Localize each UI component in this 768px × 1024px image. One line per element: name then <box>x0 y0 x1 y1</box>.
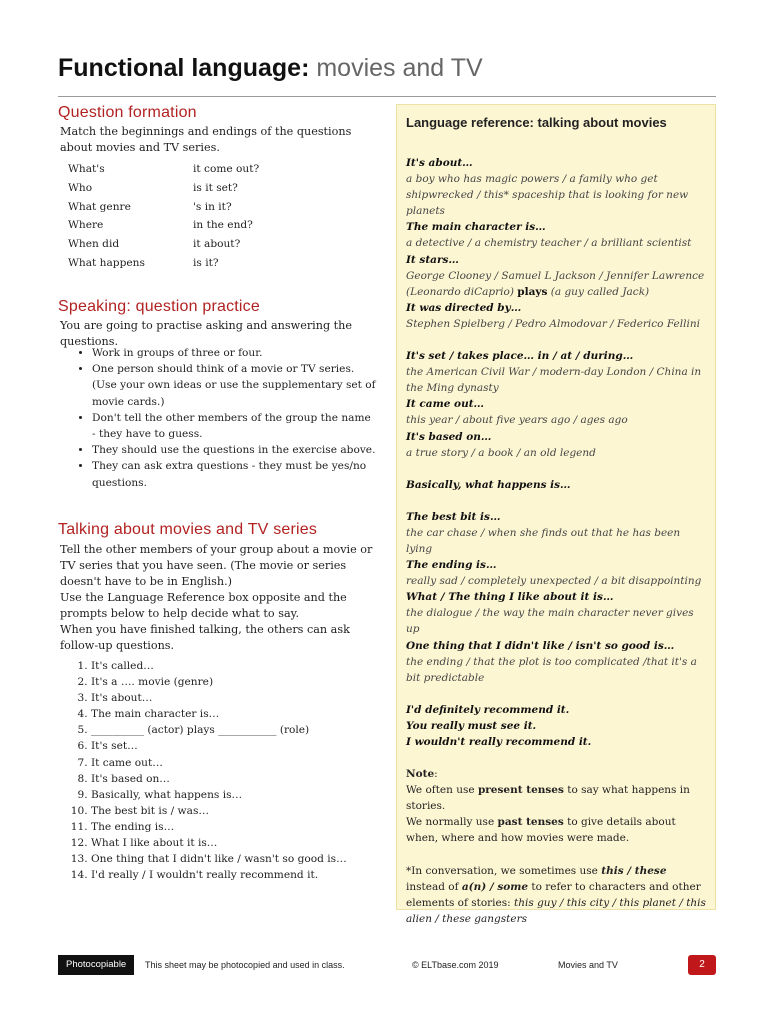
note-keyword: past tenses <box>497 816 564 829</box>
reference-phrase: What / The thing I like about it is… <box>406 591 614 604</box>
reference-phrase: It's about… <box>406 157 473 169</box>
question-ending: is it set? <box>193 181 238 194</box>
note-examples: this guy / this city / this planet / this alien / these gangsters <box>406 896 706 925</box>
reference-phrase: The main character is… <box>406 221 546 234</box>
reference-examples <box>406 268 706 300</box>
question-ending: it about? <box>193 238 241 251</box>
note-text: instead of <box>406 880 459 893</box>
list-item: 6. It's set… <box>91 738 380 754</box>
reference-phrase: It stars… <box>406 253 459 266</box>
list-item: 7. It came out… <box>91 755 380 771</box>
talking-paragraph: Use the Language Reference box opposite and the prompts below to help decide what to say. <box>60 591 347 620</box>
note-text: to say what happens in stories. <box>406 784 690 813</box>
note-paragraph <box>406 863 706 927</box>
recommend-phrase: You really must see it. <box>406 719 537 732</box>
language-reference-title: Language reference: talking about movies <box>406 115 667 130</box>
note-text: We often use <box>406 784 475 797</box>
list-item: • They can ask extra questions - they must be yes/no questions. <box>92 458 376 490</box>
reference-examples: a boy who has magic powers / a family who get shipwrecked / this* spaceship that is looking for new planets <box>406 173 689 218</box>
match-row <box>68 216 368 235</box>
page-title-main: Functional language: <box>58 54 310 82</box>
question-ending: is it? <box>193 256 219 269</box>
photocopy-note: This sheet may be photocopied and used in class. <box>145 960 345 970</box>
note-keyword: present tenses <box>477 784 564 797</box>
note-paragraph <box>406 782 706 814</box>
question-beginning: What's <box>68 163 105 175</box>
matching-exercise <box>68 160 368 273</box>
question-beginning: Who <box>68 181 93 194</box>
copyright: © ELTbase.com 2019 <box>412 960 499 970</box>
list-item: • Don't tell the other members of the group the name - they have to guess. <box>92 410 376 442</box>
photocopiable-badge: Photocopiable <box>58 955 134 975</box>
reference-examples: a true story / a book / an old legend <box>406 446 596 459</box>
language-reference-box <box>396 104 716 925</box>
note-text: to give details about when, where and how movies were made. <box>406 816 676 845</box>
page-title <box>58 54 483 83</box>
speaking-instructions <box>58 345 376 491</box>
list-item: 2. It's a …. movie (genre) <box>91 674 380 690</box>
page-number: 2 <box>688 955 716 975</box>
list-item: 1. It's called… <box>91 658 380 674</box>
speaking-intro: You are going to practise asking and answering the questions. <box>60 319 352 348</box>
recommend-phrase: I wouldn't really recommend it. <box>406 736 592 748</box>
stars-role: (a guy called Jack) <box>550 285 650 298</box>
list-item: 8. It's based on… <box>91 771 380 787</box>
reference-phrase: Basically, what happens is… <box>406 478 571 491</box>
spacer <box>406 493 706 509</box>
speaking-heading: Speaking: question practice <box>58 298 260 315</box>
match-row <box>68 198 368 217</box>
list-item: 5. __________ (actor) plays ___________ (role) <box>91 722 380 738</box>
match-row <box>68 235 368 254</box>
language-reference-body <box>406 155 706 927</box>
question-ending: 's in it? <box>193 200 232 213</box>
talking-paragraph: When you have finished talking, the others can ask follow-up questions. <box>60 623 350 652</box>
spacer <box>406 461 706 477</box>
footer-topic: Movies and TV <box>558 960 618 970</box>
question-beginning: What happens <box>68 256 145 269</box>
footer <box>58 955 716 975</box>
match-row <box>68 254 368 273</box>
note-paragraph <box>406 814 706 846</box>
list-item: 3. It's about… <box>91 690 380 706</box>
stars-examples: George Clooney / Samuel L Jackson / Jennifer Lawrence (Leonardo diCaprio) <box>406 269 705 298</box>
talking-prompts <box>58 658 380 883</box>
list-item: • Work in groups of three or four. <box>92 345 376 361</box>
list-item: 13. One thing that I didn't like / wasn't so good is… <box>91 851 380 867</box>
reference-examples: this year / about five years ago / ages ago <box>406 414 628 427</box>
note-label: Note: <box>406 768 438 781</box>
match-row <box>68 160 368 179</box>
question-beginning: When did <box>68 238 120 251</box>
talking-paragraph: Tell the other members of your group about a movie or TV series that you have seen. (The movie or series doesn't have to be in English.) <box>60 543 373 588</box>
note-text: *In conversation, we sometimes use <box>406 864 598 877</box>
reference-examples: really sad / completely unexpected / a bit disappointing <box>406 575 702 588</box>
reference-examples: the car chase / when she finds out that he has been lying <box>406 526 681 555</box>
list-item: 12. What I like about it is… <box>91 835 380 851</box>
reference-examples: the ending / that the plot is too complicated /that it's a bit predictable <box>406 655 697 684</box>
plays-keyword: plays <box>517 285 548 298</box>
reference-phrase: It's based on… <box>406 430 492 443</box>
talking-instructions <box>60 542 380 654</box>
question-ending: it come out? <box>193 163 260 175</box>
reference-phrase: It was directed by… <box>406 301 522 314</box>
recommend-phrase: I'd definitely recommend it. <box>406 703 570 716</box>
question-formation-heading: Question formation <box>58 104 197 121</box>
reference-phrase: The ending is… <box>406 559 497 572</box>
list-item: • One person should think of a movie or TV series. (Use your own ideas or use the supplementary set of movie cards.) <box>92 361 376 410</box>
question-beginning: What genre <box>68 200 131 213</box>
list-item: 10. The best bit is / was… <box>91 803 380 819</box>
note-keyword: this / these <box>601 864 667 877</box>
spacer <box>406 332 706 348</box>
reference-phrase: One thing that I didn't like / isn't so good is… <box>406 639 675 652</box>
list-item: 11. The ending is… <box>91 819 380 835</box>
note-label-text: Note <box>406 768 435 781</box>
note-text: We normally use <box>406 816 495 829</box>
reference-phrase: It's set / takes place… in / at / during… <box>406 350 634 363</box>
note-keyword: a(n) / some <box>461 880 529 893</box>
list-item: • They should use the questions in the exercise above. <box>92 442 376 458</box>
title-divider <box>58 96 716 97</box>
reference-examples: Stephen Spielberg / Pedro Almodovar / Federico Fellini <box>406 317 700 330</box>
list-item: 9. Basically, what happens is… <box>91 787 380 803</box>
list-item: 4. The main character is… <box>91 706 380 722</box>
reference-examples: a detective / a chemistry teacher / a brilliant scientist <box>406 237 692 250</box>
note-text: to refer to characters and other elements of stories: <box>406 880 701 909</box>
page-title-sub: movies and TV <box>316 54 483 82</box>
question-formation-intro: Match the beginnings and endings of the questions about movies and TV series. <box>60 125 352 154</box>
reference-phrase: It came out… <box>406 398 485 411</box>
talking-heading: Talking about movies and TV series <box>58 521 318 538</box>
list-item: 14. I'd really / I wouldn't really recommend it. <box>91 867 380 883</box>
spacer <box>406 750 706 766</box>
reference-examples: the dialogue / the way the main character never gives up <box>406 607 694 636</box>
question-ending: in the end? <box>193 219 253 232</box>
question-beginning: Where <box>68 219 104 232</box>
reference-examples: the American Civil War / modern-day London / China in the Ming dynasty <box>406 366 702 395</box>
spacer <box>406 686 706 702</box>
match-row <box>68 179 368 198</box>
spacer <box>406 847 706 863</box>
reference-phrase: The best bit is… <box>406 510 501 523</box>
